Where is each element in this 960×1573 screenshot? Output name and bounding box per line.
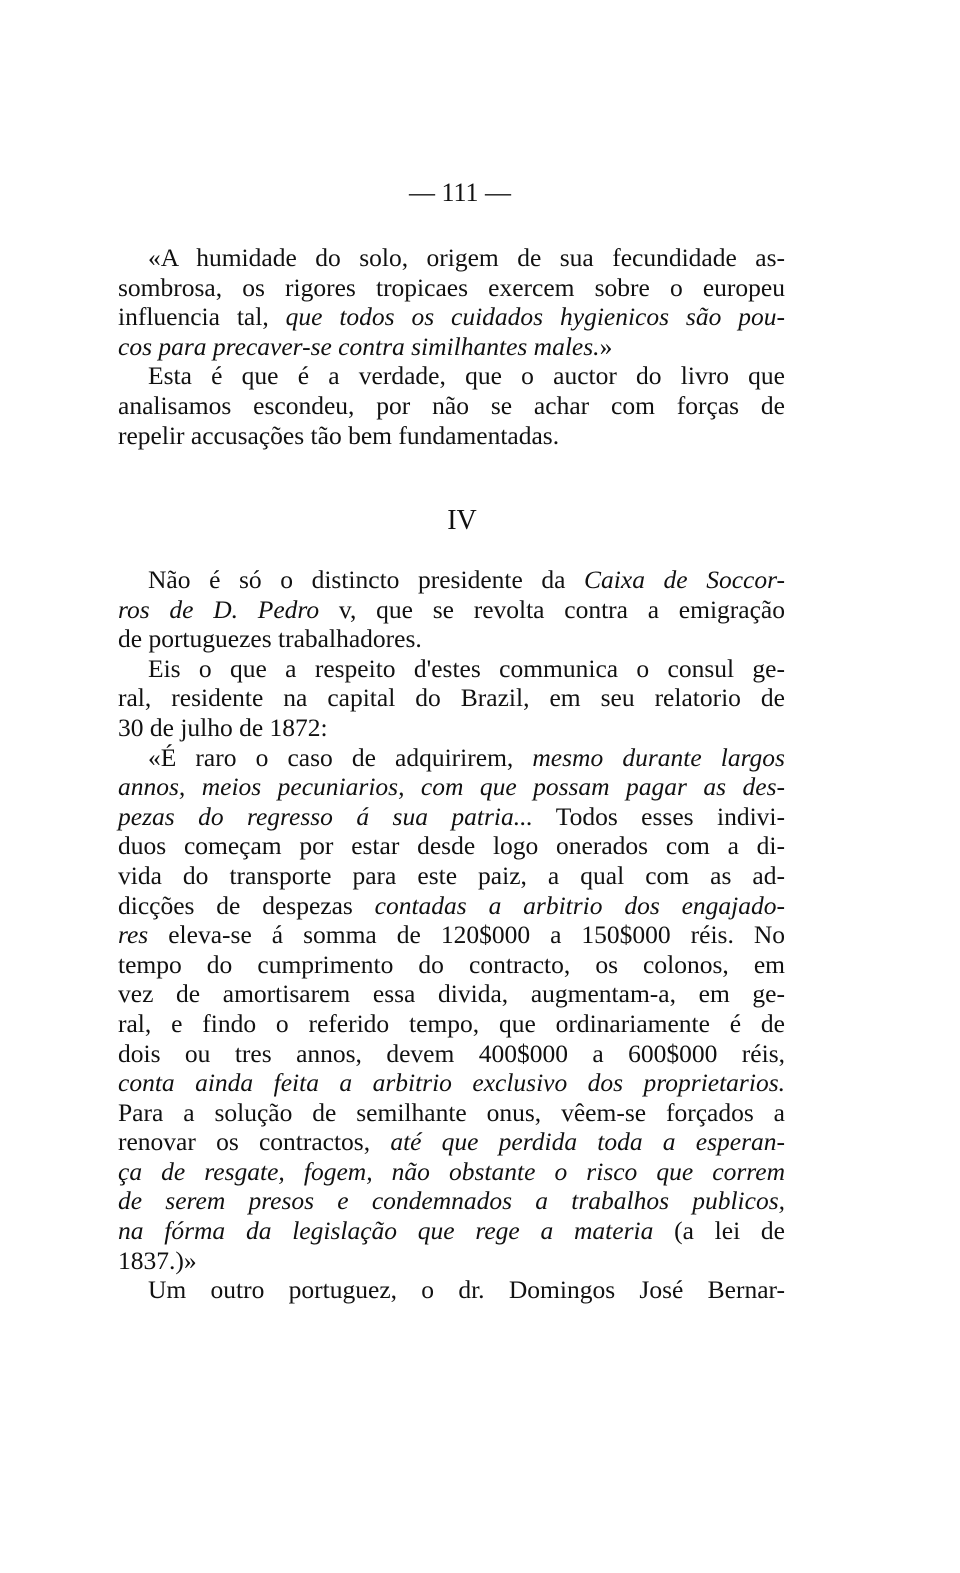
text-line [118,920,785,950]
text-block-2 [118,565,785,1305]
text-line [118,1068,785,1098]
text-segment: » [599,331,613,361]
text-line [118,654,785,684]
text-segment: (a lei de [653,1216,785,1246]
text-line [118,950,785,980]
text-line [118,1098,785,1128]
italic-text: conta ainda feita a arbitrio exclusivo dos proprietarios. [118,1068,785,1098]
text-line [118,1186,785,1216]
text-segment: de portuguezes trabalhadores. [118,624,422,654]
text-line [118,1157,785,1187]
text-line [118,713,785,743]
text-line [118,891,785,921]
italic-text: ros de D. Pedro [118,594,339,624]
text-line [118,831,785,861]
text-segment: influencia tal, [118,302,286,332]
text-line [118,861,785,891]
text-segment: vida do transporte para este paiz, a qual com as ad- [118,860,785,890]
text-segment: 1837.)» [118,1245,197,1275]
italic-text: contadas a arbitrio dos engajado- [374,890,785,920]
text-segment: Todos esses indivi- [532,801,785,831]
text-line [118,565,785,595]
text-line [118,421,785,451]
italic-text: na fórma da legislação que rege a materia [118,1216,654,1246]
text-segment: ral, residente na capital do Brazil, em seu relatorio de [118,683,785,713]
text-segment: vez de amortisarem essa divida, augmentam-a, em ge- [118,979,785,1009]
text-line [118,1009,785,1039]
italic-text: res [118,920,149,950]
text-segment: duos começam por estar desde logo onerados com a di- [118,831,785,861]
text-block-1 [118,243,785,450]
text-line [118,802,785,832]
text-line [118,683,785,713]
italic-text: pezas do regresso á sua patria... [118,801,533,831]
text-segment: Para a solução de semilhante onus, vêem-se forçados a [118,1097,785,1127]
text-line [118,1246,785,1276]
text-line [118,302,785,332]
italic-text: mesmo durante largos [532,742,785,772]
section-heading: IV [447,505,477,536]
text-segment: dois ou tres annos, devem 400$000 a 600$000 réis, [118,1038,785,1068]
text-segment: Um outro portuguez, o dr. Domingos José Bernar- [148,1275,785,1305]
italic-text: annos, meios pecuniarios, com que possam pagar as des- [118,772,785,802]
text-line [118,391,785,421]
italic-text: que todos os cuidados hygienicos são pou- [285,302,785,332]
text-line [118,1039,785,1069]
text-segment: analisamos escondeu, por não se achar com forças de [118,390,785,420]
text-line [118,273,785,303]
text-segment: Esta é que é a verdade, que o auctor do livro que [148,361,785,391]
text-line [118,772,785,802]
text-segment: «A humidade do solo, origem de sua fecundidade as- [148,243,785,272]
text-line [118,1216,785,1246]
text-segment: 30 de julho de 1872: [118,712,328,742]
italic-text: Caixa de Soccor- [584,565,785,594]
text-segment: Eis o que a respeito d'estes communica o consul ge- [148,653,785,683]
text-line [118,743,785,773]
text-line [118,1275,785,1305]
italic-text: ça de resgate, fogem, não obstante o risco que correm [118,1156,785,1186]
text-line [118,361,785,391]
text-segment: repelir accusações tão bem fundamentadas. [118,420,560,450]
page-number: — 111 — [408,178,512,207]
text-segment: eleva-se á somma de 120$000 a 150$000 réis. No [148,920,785,950]
text-line [118,1127,785,1157]
text-line [118,624,785,654]
text-segment: renovar os contractos, [118,1127,391,1157]
text-segment: v, que se revolta contra a emigração [338,594,785,624]
text-line [118,243,785,273]
text-segment: dicções de despezas [118,890,375,920]
text-segment: tempo do cumprimento do contracto, os colonos, em [118,949,785,979]
text-segment: «É raro o caso de adquirirem, [148,742,533,772]
text-line [118,332,785,362]
text-segment: ral, e findo o referido tempo, que ordinariamente é de [118,1008,785,1038]
text-line [118,595,785,625]
text-segment: sombrosa, os rigores tropicaes exercem sobre o europeu [118,272,785,302]
italic-text: até que perdida toda a esperan- [390,1127,785,1157]
italic-text: de serem presos e condemnados a trabalhos publicos, [118,1186,785,1216]
text-segment: Não é só o distincto presidente da [148,565,585,594]
text-line [118,979,785,1009]
italic-text: cos para precaver-se contra similhantes males. [118,331,600,361]
